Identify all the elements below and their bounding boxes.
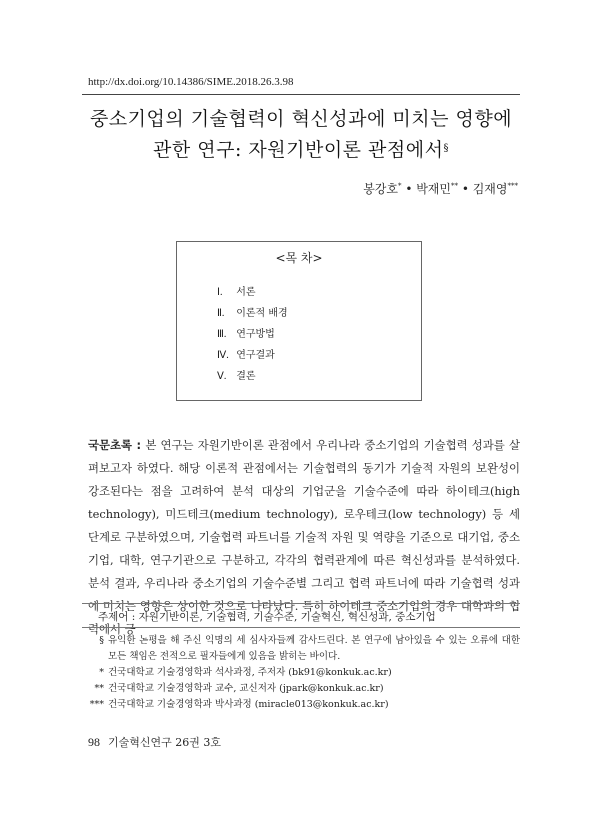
footnote-text: 건국대학교 기술경영학과 석사과정, 주저자 (bk91@konkuk.ac.kr) <box>108 667 392 678</box>
keywords <box>98 609 436 624</box>
footnote-mark: *** <box>89 699 104 710</box>
toc-item[interactable] <box>217 282 288 303</box>
abstract-rule <box>82 603 520 604</box>
doi-link[interactable]: http://dx.doi.org/10.14386/SIME.2018.26.3.98 <box>88 76 294 88</box>
author-list <box>363 180 518 197</box>
toc-item-number: Ⅱ. <box>217 308 225 319</box>
toc-item-label: 서론 <box>236 287 256 298</box>
abstract-label: 국문초록 : <box>88 438 142 452</box>
toc-item-number: Ⅲ. <box>217 329 227 340</box>
toc-item-label: 연구방법 <box>236 329 275 340</box>
footnote-text: 유익한 논평을 해 주신 익명의 세 심사자들께 감사드린다. 본 연구에 남아있을 수 있는 오류에 대한 모든 책임은 전적으로 필자들에게 있음을 밝히는 바이다. <box>108 635 520 662</box>
title-line-2-text: 관한 연구: 자원기반이론 관점에서 <box>153 139 444 161</box>
author-3-mark: *** <box>507 182 518 190</box>
author-separator: • <box>458 182 473 196</box>
toc-item-label: 이론적 배경 <box>236 308 288 319</box>
footnote-author-3 <box>80 697 520 713</box>
title-footnote-mark: § <box>443 143 449 154</box>
toc-item[interactable] <box>217 303 288 324</box>
page-footer <box>88 734 221 750</box>
keywords-text: 자원기반이론, 기술협력, 기술수준, 기술혁신, 혁신성과, 중소기업 <box>138 611 436 623</box>
footnote-author-2 <box>80 681 520 697</box>
footnote-acknowledgement <box>80 633 520 665</box>
footnote-mark: * <box>99 667 104 678</box>
author-1-mark: * <box>398 182 402 190</box>
footnote-text: 건국대학교 기술경영학과 박사과정 (miracle013@konkuk.ac.kr) <box>108 699 389 710</box>
footnote-mark: § <box>99 635 104 646</box>
table-of-contents <box>176 241 422 401</box>
page-number: 98 <box>88 735 100 749</box>
toc-list <box>217 282 288 387</box>
toc-item-label: 연구결과 <box>236 350 275 361</box>
footnote-mark: ** <box>94 683 104 694</box>
toc-item[interactable] <box>217 324 288 345</box>
title-line-1: 중소기업의 기술협력이 혁신성과에 미치는 영향에 <box>89 108 513 130</box>
author-2: 박재민 <box>416 182 451 196</box>
keywords-label: 주제어 : <box>98 611 136 623</box>
toc-item-number: Ⅴ. <box>217 371 227 382</box>
toc-item[interactable] <box>217 366 288 387</box>
abstract-text: 본 연구는 자원기반이론 관점에서 우리나라 중소기업의 기술협력 성과를 살펴보고자 하였다. 해당 이론적 관점에서는 기술협력의 동기가 기술적 자원의 보완성이 강조된다는 점을 고려하여 분석 대상의 기업군을 기술수준에 따라 하이테크(high technology), 미드테크(medium technology), 로우테크(low technology) 등 세 단계로 구분하였으며, 기술협력 파트너를 기술적 자원 및 역량을 기준으로 대기업, 중소기업, 대학, 연구기관으로 구분하고, 각각의 협력관계에 따른 혁신성과를 분석하였다. 분석 결과, 우리나라 중소기업의 기술수준별 그리고 협력 파트너에 따라 기술협력 성과에 미치는 영향은 상이한 것으로 나타났다. 특히 하이테크 중소기업의 경우 대학과의 협력에서 긍 <box>88 438 520 636</box>
toc-item-label: 결론 <box>236 371 256 382</box>
toc-item-number: Ⅳ. <box>217 350 229 361</box>
toc-item[interactable] <box>217 345 288 366</box>
toc-title: <목 차> <box>275 251 323 265</box>
footnotes <box>80 633 520 713</box>
author-2-mark: ** <box>451 182 458 190</box>
header-rule <box>82 94 520 95</box>
footnote-text: 건국대학교 기술경영학과 교수, 교신저자 (jpark@konkuk.ac.kr) <box>108 683 384 694</box>
author-separator: • <box>401 182 417 196</box>
paper-title <box>82 104 520 166</box>
keywords-rule <box>82 627 520 628</box>
journal-name: 기술혁신연구 26권 3호 <box>108 736 221 749</box>
title-line-2 <box>82 135 520 166</box>
author-3: 김재영 <box>472 182 508 196</box>
toc-item-number: Ⅰ. <box>217 287 223 298</box>
footnote-author-1 <box>80 665 520 681</box>
author-1: 봉강호 <box>363 182 398 196</box>
